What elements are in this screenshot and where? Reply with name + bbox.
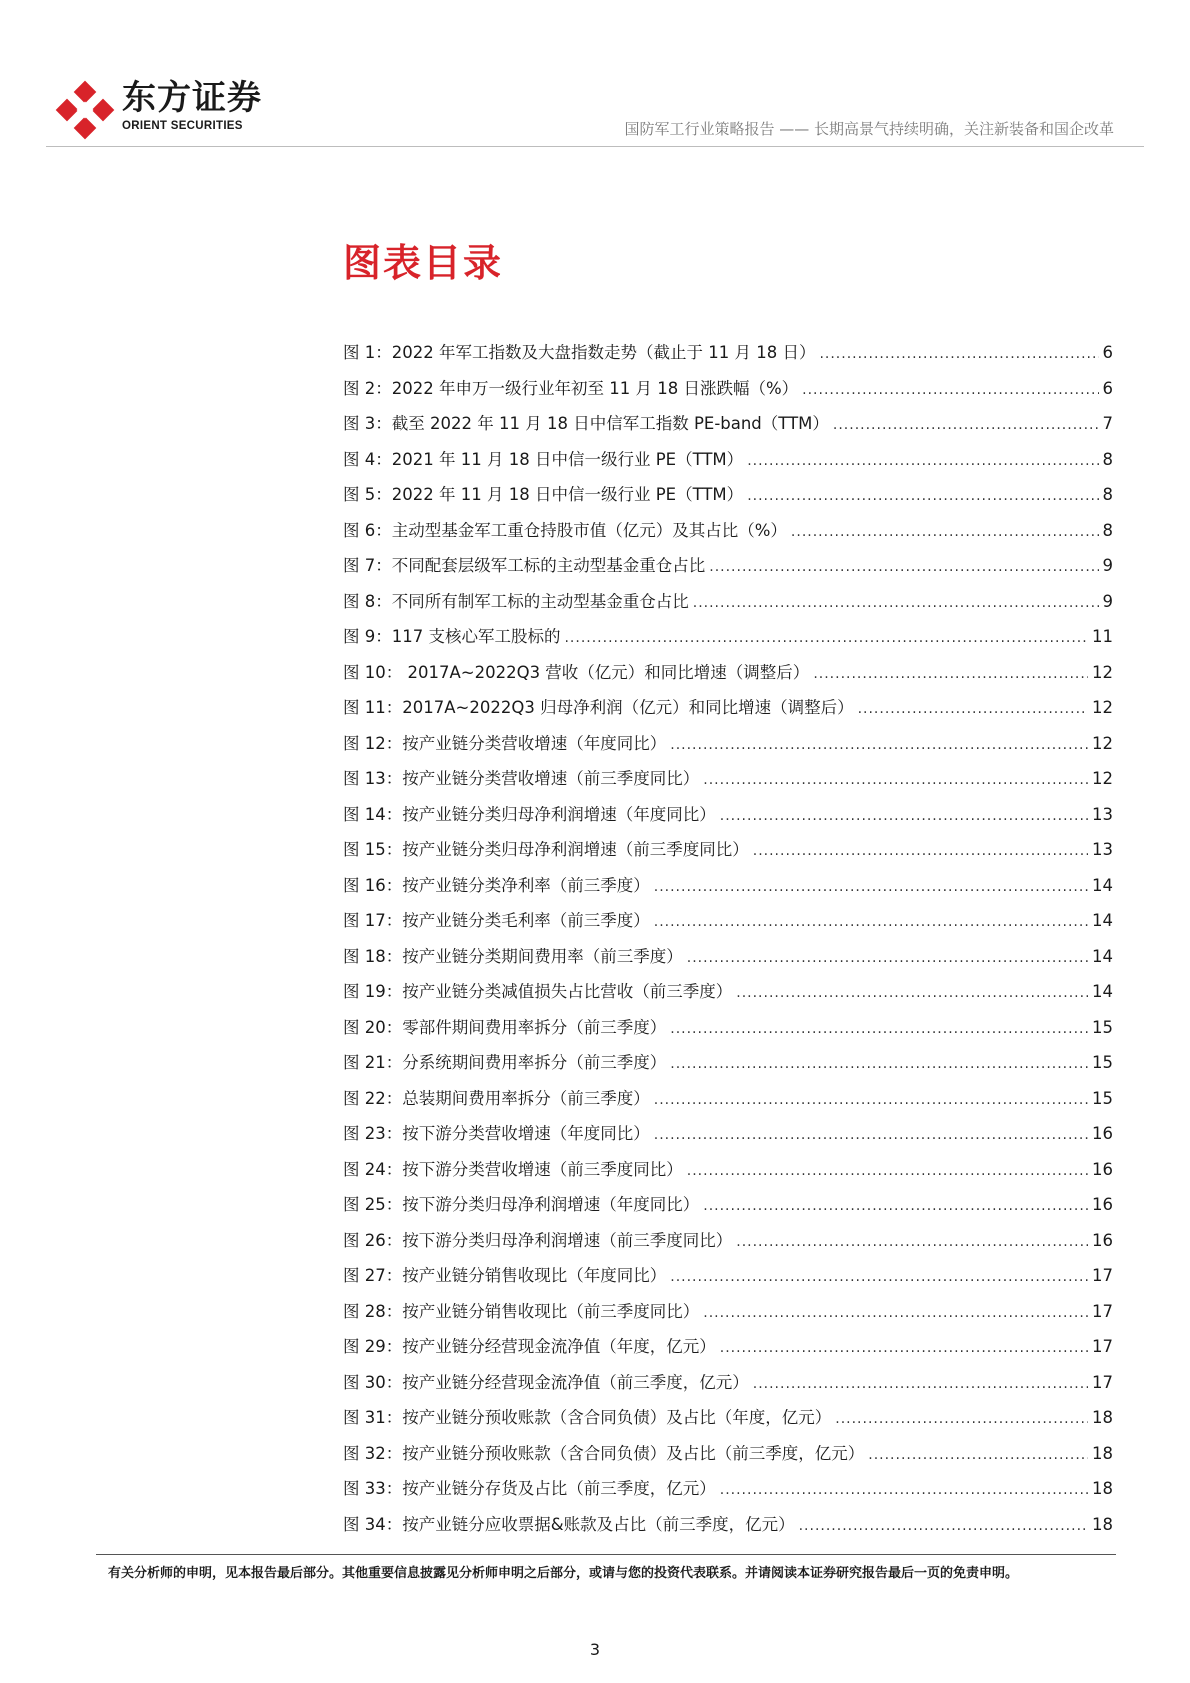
toc-dot-leader [736, 1225, 1088, 1261]
toc-dot-leader [687, 1154, 1088, 1190]
toc-entry[interactable] [343, 442, 1113, 478]
toc-entry-page[interactable]: 16 [1092, 1159, 1113, 1179]
toc-dot-leader [753, 1367, 1088, 1403]
toc-entry-page[interactable]: 14 [1092, 911, 1113, 930]
toc-entry[interactable] [343, 903, 1113, 939]
toc-entry[interactable] [343, 1258, 1113, 1294]
toc-entry-page[interactable]: 14 [1092, 982, 1113, 1001]
toc-entry[interactable] [343, 1365, 1113, 1401]
header-divider [46, 146, 1144, 147]
toc-dot-leader [693, 586, 1099, 622]
toc-dot-leader [654, 1083, 1088, 1119]
toc-entry-page[interactable]: 14 [1092, 875, 1113, 895]
brand-name-cn: 东方证券 [122, 78, 262, 118]
toc-entry-label[interactable]: 图 30：按产业链分经营现金流净值（前三季度，亿元） [343, 1372, 749, 1392]
toc-entry-label[interactable]: 图 3：截至 2022 年 11 月 18 日中信军工指数 PE-band（TTM） [343, 414, 829, 433]
toc-entry-page[interactable]: 12 [1092, 698, 1113, 717]
toc-entry[interactable] [343, 371, 1113, 407]
toc-entry-page[interactable]: 15 [1092, 1053, 1113, 1072]
toc-entry[interactable] [343, 1152, 1113, 1188]
toc-entry-label[interactable]: 图 20：零部件期间费用率拆分（前三季度） [343, 1017, 667, 1037]
toc-entry-label[interactable]: 图 4：2021 年 11 月 18 日中信一级行业 PE（TTM） [343, 449, 744, 469]
brand-name-en: ORIENT SECURITIES [122, 120, 243, 132]
toc-entry-label[interactable]: 图 9：117 支核心军工股标的 [343, 627, 561, 646]
toc-entry[interactable] [343, 1187, 1113, 1223]
toc-entry-page[interactable]: 16 [1092, 1195, 1113, 1214]
toc-dot-leader [654, 870, 1088, 906]
toc-entry-label[interactable]: 图 8：不同所有制军工标的主动型基金重仓占比 [343, 591, 689, 611]
page-header [0, 0, 1190, 150]
toc-dot-leader [753, 834, 1088, 870]
toc-dot-leader [747, 444, 1098, 480]
toc-entry-page[interactable]: 14 [1092, 946, 1113, 966]
toc-entry-page[interactable]: 6 [1102, 378, 1113, 398]
toc-dot-leader [703, 1296, 1088, 1332]
toc-dot-leader [720, 799, 1088, 835]
toc-entry-label[interactable]: 图 10： 2017A~2022Q3 营收（亿元）和同比增速（调整后） [343, 662, 810, 682]
toc-dot-leader [720, 1473, 1088, 1509]
toc-entry-page[interactable]: 17 [1092, 1337, 1113, 1356]
toc-dot-leader [654, 1118, 1088, 1154]
toc-entry-page[interactable]: 18 [1092, 1479, 1113, 1498]
toc-entry[interactable] [343, 974, 1113, 1010]
page-number: 3 [589, 1640, 601, 1659]
table-of-figures [343, 335, 1113, 1542]
toc-entry-label[interactable]: 图 29：按产业链分经营现金流净值（年度，亿元） [343, 1337, 716, 1356]
toc-entry-page[interactable]: 17 [1092, 1266, 1113, 1285]
toc-entry-page[interactable]: 11 [1092, 627, 1113, 646]
toc-entry-page[interactable]: 6 [1102, 343, 1113, 362]
toc-entry-label[interactable]: 图 1：2022 年军工指数及大盘指数走势（截止于 11 月 18 日） [343, 343, 816, 362]
toc-dot-leader [747, 479, 1098, 515]
toc-dot-leader [564, 621, 1088, 657]
toc-entry-page[interactable]: 7 [1102, 414, 1113, 433]
toc-entry-label[interactable]: 图 15：按产业链分类归母净利润增速（前三季度同比） [343, 840, 749, 859]
toc-entry[interactable] [343, 832, 1113, 868]
toc-entry-label[interactable]: 图 18：按产业链分类期间费用率（前三季度） [343, 946, 683, 966]
toc-entry[interactable] [343, 1471, 1113, 1507]
toc-dot-leader [736, 976, 1088, 1012]
toc-entry-page[interactable]: 8 [1102, 485, 1113, 504]
footer-disclaimer: 有关分析师的申明，见本报告最后部分。其他重要信息披露见分析师申明之后部分，或请与您的投资代表联系。并请阅读本证券研究报告最后一页的免责申明。 [108, 1566, 1019, 1581]
toc-dot-leader [670, 1012, 1088, 1048]
toc-entry[interactable] [343, 335, 1113, 371]
toc-dot-leader [791, 515, 1099, 551]
toc-entry-page[interactable]: 13 [1092, 804, 1113, 824]
toc-entry-page[interactable]: 17 [1092, 1301, 1113, 1321]
toc-entry-label[interactable]: 图 12：按产业链分类营收增速（年度同比） [343, 733, 667, 753]
toc-entry[interactable] [343, 477, 1113, 513]
toc-entry-label[interactable]: 图 7：不同配套层级军工标的主动型基金重仓占比 [343, 556, 706, 575]
toc-entry-page[interactable]: 12 [1092, 733, 1113, 753]
toc-entry-page[interactable]: 18 [1092, 1408, 1113, 1427]
toc-dot-leader [835, 1402, 1088, 1438]
toc-entry-page[interactable]: 17 [1092, 1372, 1113, 1392]
toc-entry[interactable] [343, 1436, 1113, 1472]
toc-entry-page[interactable]: 9 [1102, 556, 1113, 575]
toc-entry-page[interactable]: 18 [1092, 1514, 1113, 1534]
toc-entry-label[interactable]: 图 33：按产业链分存货及占比（前三季度，亿元） [343, 1479, 716, 1498]
toc-dot-leader [687, 941, 1088, 977]
toc-entry-label[interactable]: 图 21：分系统期间费用率拆分（前三季度） [343, 1053, 667, 1072]
toc-entry-page[interactable]: 16 [1092, 1230, 1113, 1250]
toc-dot-leader [833, 408, 1099, 444]
toc-entry-label[interactable]: 图 32：按产业链分预收账款（含合同负债）及占比（前三季度，亿元） [343, 1443, 865, 1463]
toc-dot-leader [654, 905, 1088, 941]
toc-entry-label[interactable]: 图 19：按产业链分类减值损失占比营收（前三季度） [343, 982, 733, 1001]
toc-entry[interactable] [343, 1045, 1113, 1081]
toc-entry-label[interactable]: 图 13：按产业链分类营收增速（前三季度同比） [343, 769, 700, 788]
toc-entry[interactable] [343, 584, 1113, 620]
toc-entry-page[interactable]: 18 [1092, 1443, 1113, 1463]
toc-entry-label[interactable]: 图 5：2022 年 11 月 18 日中信一级行业 PE（TTM） [343, 485, 744, 504]
toc-entry[interactable] [343, 1223, 1113, 1259]
section-heading: 图表目录 [343, 241, 504, 285]
toc-dot-leader [670, 1260, 1088, 1296]
toc-entry[interactable] [343, 726, 1113, 762]
toc-entry-page[interactable]: 15 [1092, 1017, 1113, 1037]
toc-dot-leader [720, 1331, 1088, 1367]
toc-entry[interactable] [343, 797, 1113, 833]
toc-entry-label[interactable]: 图 6：主动型基金军工重仓持股市值（亿元）及其占比（%） [343, 520, 787, 540]
toc-entry[interactable] [343, 655, 1113, 691]
toc-dot-leader [868, 1438, 1088, 1474]
toc-entry-label[interactable]: 图 17：按产业链分类毛利率（前三季度） [343, 911, 650, 930]
toc-dot-leader [858, 692, 1088, 728]
toc-entry-label[interactable]: 图 28：按产业链分销售收现比（前三季度同比） [343, 1301, 700, 1321]
toc-entry-page[interactable]: 16 [1092, 1124, 1113, 1143]
toc-entry[interactable] [343, 1010, 1113, 1046]
toc-entry[interactable] [343, 548, 1113, 584]
toc-entry[interactable] [343, 690, 1113, 726]
toc-dot-leader [709, 550, 1098, 586]
toc-entry-label[interactable]: 图 24：按下游分类营收增速（前三季度同比） [343, 1159, 683, 1179]
toc-dot-leader [813, 657, 1088, 693]
toc-entry-page[interactable]: 8 [1102, 520, 1113, 540]
toc-dot-leader [703, 763, 1088, 799]
toc-entry-label[interactable]: 图 22：总装期间费用率拆分（前三季度） [343, 1088, 650, 1108]
orient-securities-logo-icon [55, 80, 115, 140]
toc-entry[interactable] [343, 1116, 1113, 1152]
toc-entry-label[interactable]: 图 25：按下游分类归母净利润增速（年度同比） [343, 1195, 700, 1214]
toc-dot-leader [799, 1509, 1088, 1545]
toc-entry-label[interactable]: 图 11：2017A~2022Q3 归母净利润（亿元）和同比增速（调整后） [343, 698, 854, 717]
toc-entry-label[interactable]: 图 31：按产业链分预收账款（含合同负债）及占比（年度，亿元） [343, 1408, 832, 1427]
toc-entry-label[interactable]: 图 34：按产业链分应收票据&账款及占比（前三季度，亿元） [343, 1514, 795, 1534]
toc-entry-page[interactable]: 8 [1102, 449, 1113, 469]
toc-entry[interactable] [343, 513, 1113, 549]
toc-entry[interactable] [343, 761, 1113, 797]
toc-dot-leader [819, 337, 1098, 373]
toc-entry[interactable] [343, 868, 1113, 904]
toc-entry-label[interactable]: 图 14：按产业链分类归母净利润增速（年度同比） [343, 804, 716, 824]
toc-entry-label[interactable]: 图 23：按下游分类营收增速（年度同比） [343, 1124, 650, 1143]
report-title: 国防军工行业策略报告 —— 长期高景气持续明确，关注新装备和国企改革 [624, 120, 1114, 138]
toc-dot-leader [670, 1047, 1088, 1083]
toc-entry-page[interactable]: 15 [1092, 1088, 1113, 1108]
toc-dot-leader [670, 728, 1088, 764]
toc-entry-page[interactable]: 9 [1102, 591, 1113, 611]
toc-entry-label[interactable]: 图 27：按产业链分销售收现比（年度同比） [343, 1266, 667, 1285]
toc-entry[interactable] [343, 1294, 1113, 1330]
toc-entry[interactable] [343, 619, 1113, 655]
toc-entry-label[interactable]: 图 16：按产业链分类净利率（前三季度） [343, 875, 650, 895]
toc-entry[interactable] [343, 1329, 1113, 1365]
toc-entry-page[interactable]: 12 [1092, 662, 1113, 682]
footer-divider [96, 1554, 1116, 1555]
toc-entry[interactable] [343, 1507, 1113, 1543]
toc-entry[interactable] [343, 1400, 1113, 1436]
toc-entry[interactable] [343, 406, 1113, 442]
toc-entry[interactable] [343, 1081, 1113, 1117]
toc-dot-leader [802, 373, 1098, 409]
toc-entry-label[interactable]: 图 2：2022 年申万一级行业年初至 11 月 18 日涨跌幅（%） [343, 378, 799, 398]
toc-entry-label[interactable]: 图 26：按下游分类归母净利润增速（前三季度同比） [343, 1230, 733, 1250]
toc-entry-page[interactable]: 12 [1092, 769, 1113, 788]
toc-entry[interactable] [343, 939, 1113, 975]
toc-entry-page[interactable]: 13 [1092, 840, 1113, 859]
toc-dot-leader [703, 1189, 1088, 1225]
